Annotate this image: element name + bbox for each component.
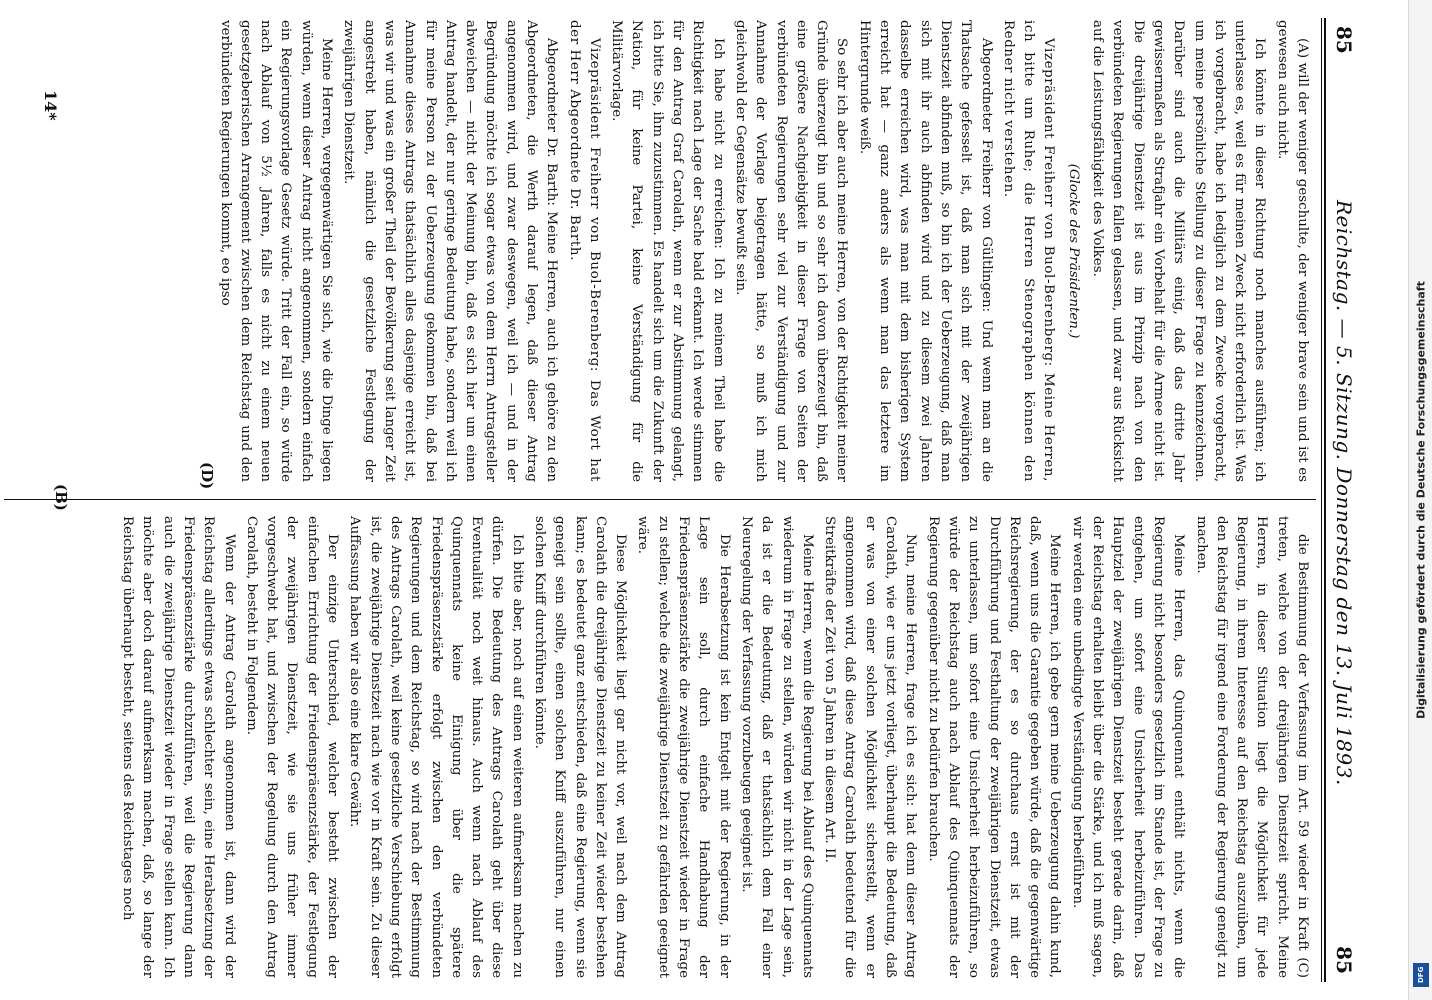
paragraph: die Bestimmung der Verfassung im Art. 59 wieder in Kraft (C) treten, welche von der dreijährigen Dienstzeit spricht. Meine Herren, in dieser Situation liegt die Möglichkeit für jede Regierung, in ihrem Interesse auf den Reichstag auszuüben, um den Reichstag für irgend eine Forderung der Regierung geneigt zu machen. <box>1193 516 1310 978</box>
dfg-logo: DFG <box>1413 963 1429 987</box>
funding-notice: Digitalisierung gefördert durch die Deutsche Forschungsgemeinschaft <box>1414 281 1428 719</box>
paragraph: So sehr ich aber auch meine Herren, von der Richtigkeit meiner Gründe überzeugt bin und so sehr ich davon überzeugt bin, daß eine größere Nachgiebigkeit in dieser Frage von Seiten der verbündeten Regierungen sehr viel zur Verständigung und zur Annahme der Vorlage beigetragen hätte, so muß ich mich gleichwohl der Gegensätze bewußt sein. <box>732 20 850 482</box>
paragraph: Nun, meine Herren, frage ich es sich: hat denn dieser Antrag Carolath, wie er uns jetzt vorliegt, überhaupt die Bedeutung, daß er was von einer solchen Möglichkeit sicherstellt, wenn er angenommen wird, daß diese Antrag Carolath bedeutend für die Streitkräfte der Zeit von 5 Jahren in diesem Art. II. <box>822 516 919 978</box>
page-number-left: 85 <box>1332 26 1356 54</box>
paragraph: Vizepräsident Freiherr von Buol-Berenberg: Das Wort hat der Herr Abgeordnete Dr. Barth. <box>566 20 602 482</box>
margin-marker-d: (D) <box>198 462 216 490</box>
paragraph: Ich bitte aber, noch auf einen weiteren aufmerksam machen zu dürfen. Die Bedeutung des Antrags Carolath geht über diese Eventualität noch weit hinaus. Auch wenn nach Ablauf des Quinquennats keine Einigung über die spätere Friedenspräsenzstärke erfolgt zwischen den verbündeten Regierungen und dem Reichstag, so wird nach der Bestimmung des Antrags Carolath, weil keine gesetzliche Verschiebung erfolgt ist, die zweijährige Dienstzeit nach wie vor in Kraft sein. Zu dieser Auffassung haben wir also eine klare Gewähr. <box>347 516 525 978</box>
paragraph: Ich könnte in dieser Richtung noch manches ausführen; ich unterlasse es, weil es für meinen Zweck nicht erforderlich ist. Was ich vorgebracht, habe ich lediglich zu dem Zwecke vorgebracht, um meine persönliche Stellung zu dieser Frage zu kennzeichnen. Darüber sind auch die Militärs einig, daß das dritte Jahr gewissermaßen als Strafjahr ein Vorbehalt für die Armee nicht ist. Die dreijährige Dienstzeit ist aus im Prinzip nach von den verbündeten Regierungen fallen gelassen, und zwar aus Rücksicht auf die Leistungsfähigkeit des Volkes. <box>1090 20 1268 482</box>
header-rule <box>1324 18 1326 982</box>
paragraph: Wenn der Antrag Carolath angenommen ist, dann wird der Reichstag allerdings etwas schlechter sein, eine Herabsetzung der Friedenspräsenzstärke durchzuführen, weil die Regierung dann auch die zweijährige Dienstzeit wieder in Frage stellen kann. Ich möchte aber doch darauf aufmerksam machen, daß, so lange der Reichstag überhaupt besteht, seitens des Reichstages noch <box>120 516 237 978</box>
margin-marker-b: (B) <box>52 484 70 511</box>
stage-direction: (Glocke des Präsidenten.) <box>1065 163 1081 339</box>
paragraph: Meine Herren, das Quinquennat enthält nichts, wenn die Regierung nicht besonders gesetzlich im Stande ist, der Frage zu entgehen, um sofort eine Unsicherheit herbeizuführen. Das Hauptziel der zweijährigen Dienstzeit besteht gerade darin, daß der Reichstag erhalten bleibt über die Stärke, und ich muß sagen, wir werden eine unbedingte Verständigung herbeiführen. <box>1069 516 1187 978</box>
sheet-signature: 14* <box>41 90 60 121</box>
paragraph: Abgeordneter Freiherr von Gültlingen: Und wenn man an die Thatsache gefesselt ist, daß man sich mit der zweijährigen Dienstzeit abfinden muß, so bin ich der Ueberzeugung, daß man sich mit ihr auch abfinden wird und zu diesem zwei Jahren dasselbe erreichen wird, was man mit dem bisherigen System erreicht hat — ganz anders als wenn man das letztere im Hintergrunde weiß. <box>856 20 994 482</box>
text-column-left <box>12 20 1312 482</box>
running-header: Reichstag. — 5. Sitzung. Donnerstag den 13. Juli 1893. <box>1332 200 1356 786</box>
paragraph: (A) will der weniger geschulte, der weniger brave sein und ist es gewesen auch nicht. <box>1274 20 1310 482</box>
paragraph: Meine Herren, vergegenwärtigen Sie sich, wie die Dinge liegen würden, wenn dieser Antrag nicht angenommen, sondern einfach ein Regierungsvorlage Gesetz würde. Tritt der Fall ein, so würde nach Ablauf von 5½ Jahren, falls es nicht zu einem neuen gesetzgeberischen Arrangement zwischen dem Reichstag und den verbündeten Regierungen kommt, eo ipso <box>217 20 335 482</box>
column-divider <box>4 499 1316 500</box>
text-column-right <box>12 516 1312 978</box>
paragraph: Ich habe nicht zu erreichen: Ich zu meinem Theil habe die Richtigkeit nach Lage der Sache bald erkannt. Ich werde stimmen für den Antrag Graf Carolath, wenn er zur Abstimmung gelangt, ich bitte Sie, ihm zuzustimmen. Es handelt sich um die Zukunft der Nation, für keine Partei, keine Verständigung für die Militärvorlage. <box>609 20 726 482</box>
paragraph: Der einzige Unterschied, welcher besteht zwischen der einfachen Errichtung der Friedenspräsenzstärke, der Festlegung der zweijährigen Dienstzeit, wie sie uns früher immer vorgeschwebt hat, und zwischen der Regelung durch den Antrag Carolath, besteht in Folgendem. <box>243 516 341 978</box>
paragraph: Die Herabsetzung ist kein Entgelt mit der Regierung, in der Lage sein soll, durch einfache Handhabung der Friedenspräsenzstärke die zweijährige Dienstzeit wieder in Frage zu stellen; welche die zweijährige Dienstzeit zu gefährden geeignet wäre. <box>635 516 732 978</box>
digitization-sidebar <box>1408 0 1432 1000</box>
paragraph: Diese Möglichkeit liegt gar nicht vor, weil nach dem Antrag Carolath die dreijährige Dienstzeit zu keiner Zeit wieder bestehen kann; es bedeutet ganz entschieden, daß eine Regierung, wenn sie geneigt sein sollte, einen solchen Kniff auszuführen, nur einen solchen Kniff durchführen könnte. <box>532 516 629 978</box>
paragraph: Vizepräsident Freiherr von Buol-Berenberg: Meine Herren, ich bitte um Ruhe; die Herren Stenographen können den Redner nicht verstehen. <box>1000 20 1057 482</box>
paragraph: Meine Herren, wenn die Regierung bei Ablauf des Quinquennats wiederum in Frage zu stellen, würden wir nicht in der Lage sein, da ist er die Bedeutung, daß er thatsächlich dem Fall einer Neuregelung der Verfassung vorzubeugen geeignet ist. <box>738 516 815 978</box>
paragraph: Abgeordneter Dr. Barth: Meine Herren, auch ich gehöre zu den Abgeordneten, die Werth darauf legen, daß dieser Antrag angenommen wird, und zwar deswegen, weil ich — und in der Begründung möchte ich sogar etwas von dem Herrn Antragsteller abweichen — nicht der Meinung bin, daß es sich hier um einen Antrag handelt, der nur geringe Bedeutung habe, sondern weil ich für meine Person zu der Ueberzeugung gekommen bin, daß bei Annahme dieses Antrags thatsächlich alles dasjenige erreicht ist, was wir und was ein großer Theil der Bevölkerung seit langer Zeit angestrebt haben, nämlich die gesetzliche Festlegung der zweijährigen Dienstzeit. <box>341 20 560 482</box>
page-number-right: 85 <box>1332 946 1356 974</box>
paragraph: Meine Herren, ich gebe gern meine Ueberzeugung dahin kund, daß, wenn uns die Garantie gegeben würde, daß die gegenwärtige Reichsregierung, der es so durchaus ernst ist mit der Durchführung und Festhaltung der zweijährigen Dienstzeit, etwas zu unterlassen, um sofort eine Unsicherheit herbeizuführen, so würde der Reichstag auch nach Ablauf des Quinquennats der Regierung gegenüber nicht zu bedürfen brauchen. <box>925 516 1063 978</box>
header-rule-thin <box>1321 18 1322 982</box>
